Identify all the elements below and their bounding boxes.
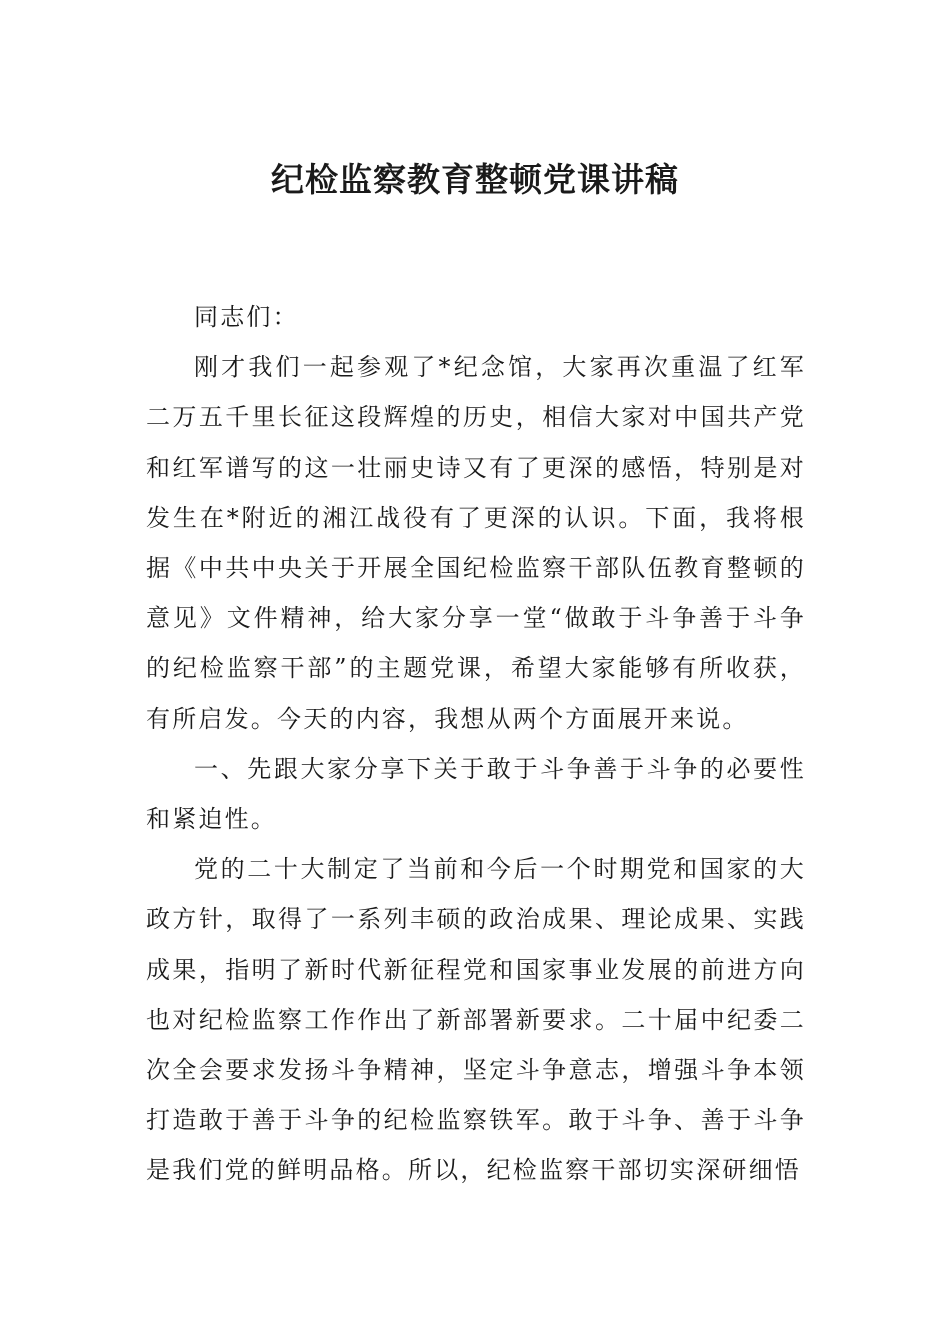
paragraph-salutation: 同志们： (194, 303, 299, 331)
paragraph-intro: 刚才我们一起参观了*纪念馆，大家再次重温了红军二万五千里长征这段辉煌的历史，相信大家对中国共产党和红军谱写的这一壮丽史诗又有了更深的感悟，特别是对发生在*附近的湘江战役有了更深的认识。下面，我将根据《中共中央关于开展全国纪检监察干部队伍教育整顿的意见》文件精神，给大家分享一堂“做敢于斗争善于斗争的纪检监察干部”的主题党课，希望大家能够有所收获，有所启发。今天的内容，我想从两个方面展开来说。 (146, 353, 806, 733)
paragraph-section-heading: 一、先跟大家分享下关于敢于斗争善于斗争的必要性和紧迫性。 (146, 754, 806, 834)
document-body (146, 292, 806, 1196)
document-title: 纪检监察教育整顿党课讲稿 (271, 160, 679, 199)
paragraph-body: 党的二十大制定了当前和今后一个时期党和国家的大政方针，取得了一系列丰硕的政治成果、理论成果、实践成果，指明了新时代新征程党和国家事业发展的前进方向也对纪检监察工作作出了新部署新要求。二十届中纪委二次全会要求发扬斗争精神，坚定斗争意志，增强斗争本领打造敢于善于斗争的纪检监察铁军。敢于斗争、善于斗争是我们党的鲜明品格。所以，纪检监察干部切实深研细悟 (146, 855, 806, 1185)
